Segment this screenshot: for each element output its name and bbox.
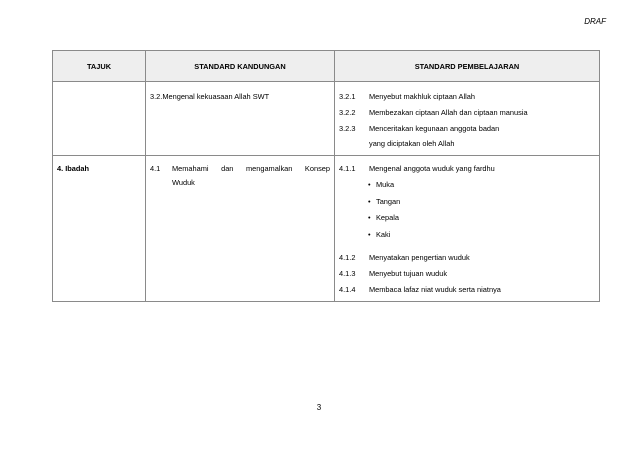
list-item: [339, 108, 595, 118]
header-row: [53, 51, 600, 82]
header-standard-pembelajaran: STANDARD PEMBELAJARAN: [335, 51, 600, 82]
kandungan-item: [150, 164, 330, 174]
item-continuation: yang diciptakan oleh Allah: [369, 139, 455, 148]
curriculum-table: [52, 50, 600, 302]
item-text: Menyebut tujuan wuduk: [369, 268, 448, 278]
list-item: [339, 164, 595, 174]
item-text: Mengenal anggota wuduk yang fardhu: [369, 164, 495, 173]
row2-tajuk: [53, 156, 146, 302]
item-number: 4.1.1: [339, 164, 356, 173]
bullet-item: • Kepala: [376, 213, 595, 223]
kandungan-text: 3.2.Mengenal kekuasaan Allah SWT: [150, 92, 270, 101]
item-text: Memahami dan mengamalkan Konsep: [172, 164, 330, 173]
item-number: 4.1.2: [339, 252, 356, 262]
item-text: Membezakan ciptaan Allah dan ciptaan manusia: [369, 108, 528, 117]
item-number: 3.2.3: [339, 124, 356, 133]
item-number: 3.2.1: [339, 92, 356, 101]
header-standard-kandungan: STANDARD KANDUNGAN: [146, 51, 335, 82]
item-text: Menyebut makhluk ciptaan Allah: [369, 92, 475, 101]
item-text: Membaca lafaz niat wuduk serta niatnya: [369, 284, 501, 294]
item-number: 3.2.2: [339, 108, 356, 117]
header-tajuk: TAJUK: [53, 51, 146, 82]
bullet-list: [339, 180, 595, 240]
item-text: Menceritakan kegunaan anggota badan: [369, 124, 500, 133]
item-number: 4.1.3: [339, 268, 356, 278]
row2-kandungan: [146, 156, 335, 302]
row1-pembelajaran: [335, 82, 600, 156]
bullet-item: • Kaki: [376, 230, 595, 240]
bullet-item: • Muka: [376, 180, 595, 190]
list-item: [339, 124, 595, 134]
page-number: 3: [316, 403, 322, 412]
item-continuation: Wuduk: [172, 178, 195, 187]
list-item: [339, 253, 595, 263]
draft-label: DRAF: [584, 17, 606, 26]
list-item: [339, 92, 595, 102]
tajuk-ibadah: 4. Ibadah: [57, 164, 90, 173]
row1-tajuk: [53, 82, 146, 156]
list-item: [339, 285, 595, 295]
table-row: [53, 82, 600, 156]
item-number: 4.1: [150, 164, 161, 173]
item-text: Menyatakan pengertian wuduk: [369, 252, 470, 262]
row2-pembelajaran: [335, 156, 600, 302]
list-item: [339, 269, 595, 279]
bullet-item: • Tangan: [376, 197, 595, 207]
row1-kandungan: [146, 82, 335, 156]
table-row: [53, 156, 600, 302]
item-number: 4.1.4: [339, 284, 356, 294]
